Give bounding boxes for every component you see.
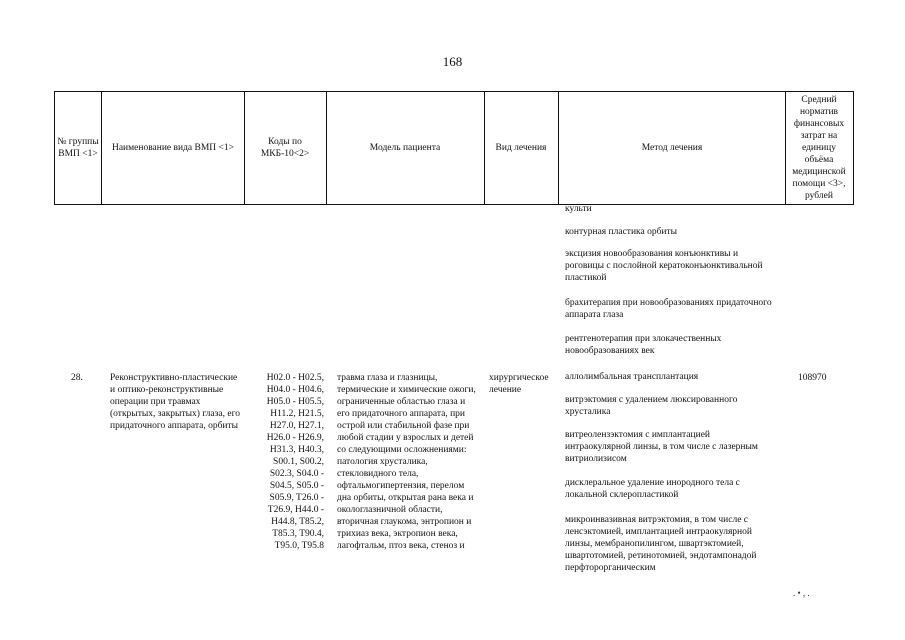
average-cost: 108970 xyxy=(798,373,827,383)
continued-method-item: рентгенотерапия при злокачественных новообразованиях век xyxy=(565,334,722,356)
continued-method-item: эксцизия новообразования конъюнктивы и роговицы с послойной кератоконъюнктивальной пластикой xyxy=(565,249,763,283)
continued-method-item: контурная пластика орбиты xyxy=(565,227,678,237)
vmp-name: Реконструктивно-пластические и оптико-реконструктивные операции при травмах (открытых, закрытых) глаза, его придаточного аппарата, орбиты xyxy=(110,373,240,431)
column-divider xyxy=(558,91,559,204)
method-item: дисклеральное удаление инородного тела с локальной склеропластикой xyxy=(565,478,740,500)
header-vmp-name: Наименование вида ВМП <1> xyxy=(111,142,235,153)
continued-method-item: культи xyxy=(565,204,592,214)
row-number: 28. xyxy=(71,373,83,383)
header-treatment-type: Вид лечения xyxy=(495,142,547,153)
header-group-number: № группы ВМП <1> xyxy=(57,136,99,159)
method-item: микроинвазивная витрэктомия, в том числе с ленсэктомией, имплантацией интраокулярной линзы, мембранопилингом, швартэктомией, швартотомией, ретинотомией, эндотампонадой перфторорганическим xyxy=(565,515,757,573)
patient-model: травма глаза и глазницы, термические и химические ожоги, ограниченные областью глаза и его придаточного аппарата, при острой или стабильной фазе при любой стадии у взрослых и детей со следующими осложнениями: патология хрусталика, стекловидного тела, офтальмогипертензия, перелом дна орбиты, открытая рана века и окологлазничной области, вторичная глаукома, энтропион и трихиаз века, эктропион века, лагофтальм, птоз века, стеноз и xyxy=(337,373,476,551)
column-divider xyxy=(853,91,854,204)
column-divider xyxy=(326,91,327,204)
footer-marks: . • , . xyxy=(793,588,810,598)
header-treatment-method: Метод лечения xyxy=(641,142,703,153)
column-divider xyxy=(484,91,485,204)
header-average-cost: Средний норматив финансовых затрат на единицу объёма медицинской помощи <3>, рублей xyxy=(792,94,846,201)
continued-method-item: брахитерапия при новообразованиях придаточного аппарата глаза xyxy=(565,298,772,320)
column-divider xyxy=(54,91,55,204)
header-icd-codes: Коды по МКБ-10<2> xyxy=(260,136,310,159)
column-divider xyxy=(101,91,102,204)
icd-codes: H02.0 - H02.5, H04.0 - H04.6, H05.0 - H05.5, H11.2, H21.5, H27.0, H27.1, H26.0 - H26.9, H31.3, H40.3, S00.1, S00.2, S02.3, S04.0 - S04.5, S05.0 - S05.9, T26.0 - T26.9, H44.0 - H44.8, T85.2, T85.3, T90.4, T95.0, T95.8 xyxy=(266,373,324,551)
column-divider xyxy=(785,91,786,204)
treatment-type: хирургическое лечение xyxy=(489,373,549,395)
method-item: витрэктомия с удалением люксированного хрусталика xyxy=(565,395,738,417)
method-item: витреолензэктомия с имплантацией интраокулярной линзы, в том числе с лазерным витриолизисом xyxy=(565,430,758,464)
page-number: 168 xyxy=(442,54,463,69)
header-patient-model: Модель пациента xyxy=(369,142,441,153)
column-divider xyxy=(244,91,245,204)
method-item: аллолимбальная трансплантация xyxy=(565,372,699,382)
